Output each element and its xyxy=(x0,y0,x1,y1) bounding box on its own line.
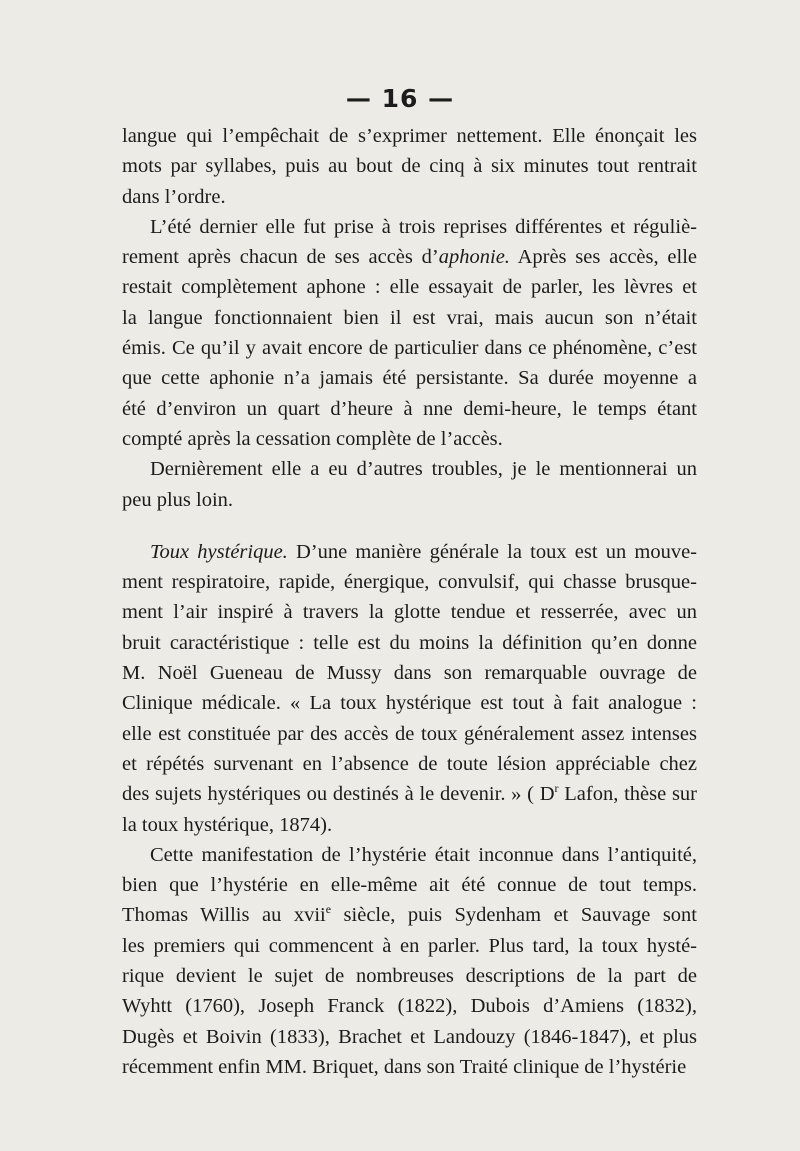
text-line: dans l’ordre. xyxy=(122,185,226,208)
text-line: M. Noël Gueneau de Mussy dans son remarquable ouvrage de xyxy=(122,662,697,685)
text-line: Cette manifestation de l’hystérie était inconnue dans l’antiquité, xyxy=(150,843,697,866)
text-line: langue qui l’empêchait de s’exprimer nettement. Elle énonçait les xyxy=(122,125,697,147)
text-line xyxy=(122,779,697,809)
paragraph xyxy=(122,454,697,515)
text-span: des sujets hystériques ou destinés à le devenir. » ( D xyxy=(122,783,555,806)
paragraph xyxy=(122,212,697,454)
text-line: bruit caractéristique : telle est du moins la définition qu’en donne xyxy=(122,631,697,654)
page-number: — 16 — xyxy=(345,84,455,113)
body-text xyxy=(122,121,697,1082)
text-span: D’une manière générale la toux est un mouve- xyxy=(287,540,697,563)
paragraph-gap xyxy=(122,515,697,537)
text-line: la toux hystérique, 1874). xyxy=(122,813,333,836)
text-line: rique devient le sujet de nombreuses descriptions de la part de xyxy=(122,965,697,988)
text-line: Wyhtt (1760), Joseph Franck (1822), Dubois d’Amiens (1832), xyxy=(122,995,697,1018)
superscript: r xyxy=(554,781,559,796)
text-line xyxy=(122,537,697,567)
text-span: siècle, puis Sydenham et Sauvage sont xyxy=(331,904,697,927)
text-line: que cette aphonie n’a jamais été persistante. Sa durée moyenne a xyxy=(122,367,697,390)
section-heading: Toux hystérique. xyxy=(150,540,288,563)
superscript: e xyxy=(325,902,332,917)
text-line: et répétés survenant en l’absence de toute lésion appréciable chez xyxy=(122,752,697,775)
text-line: les premiers qui commencent à en parler. Plus tard, la toux hysté- xyxy=(122,934,697,957)
text-span: Après ses accès, elle xyxy=(509,246,698,269)
paragraph xyxy=(122,121,697,212)
text-line: la langue fonctionnaient bien il est vrai, mais aucun son n’était xyxy=(122,306,697,329)
text-span: rement après chacun de ses accès d’ xyxy=(122,246,439,269)
text-line xyxy=(122,242,697,272)
text-line: bien que l’hystérie en elle-même ait été connue de tout temps. xyxy=(122,874,697,897)
text-line: compté après la cessation complète de l’accès. xyxy=(122,427,503,450)
text-line: Dugès et Boivin (1833), Brachet et Landouzy (1846-1847), et plus xyxy=(122,1025,697,1048)
text-line: mots par syllabes, puis au bout de cinq à six minutes tout rentrait xyxy=(122,155,697,178)
text-line: ment respiratoire, rapide, énergique, convulsif, qui chasse brusque- xyxy=(122,571,697,594)
text-line: restait complètement aphone : elle essayait de parler, les lèvres et xyxy=(122,276,697,299)
italic-term: aphonie. xyxy=(438,246,510,269)
text-span: Thomas Willis au xvii xyxy=(122,904,326,927)
text-line: L’été dernier elle fut prise à trois reprises différentes et réguliè- xyxy=(150,215,697,238)
paragraph xyxy=(122,840,697,1082)
text-line: récemment enfin MM. Briquet, dans son Traité clinique de l’hystérie xyxy=(122,1055,687,1078)
text-span: Lafon, thèse sur xyxy=(558,783,698,806)
text-line: ment l’air inspiré à travers la glotte tendue et resserrée, avec un xyxy=(122,601,697,624)
text-line: été d’environ un quart d’heure à nne demi-heure, le temps étant xyxy=(122,397,697,420)
text-line xyxy=(122,900,697,930)
text-line: émis. Ce qu’il y avait encore de particulier dans ce phénomène, c’est xyxy=(122,337,697,360)
text-line: Dernièrement elle a eu d’autres troubles, je le mentionnerai un xyxy=(150,458,697,481)
text-line: elle est constituée par des accès de toux généralement assez intenses xyxy=(122,722,697,745)
paragraph xyxy=(122,537,697,840)
text-line: peu plus loin. xyxy=(122,488,234,511)
text-line: Clinique médicale. « La toux hystérique est tout à fait analogue : xyxy=(122,692,697,715)
